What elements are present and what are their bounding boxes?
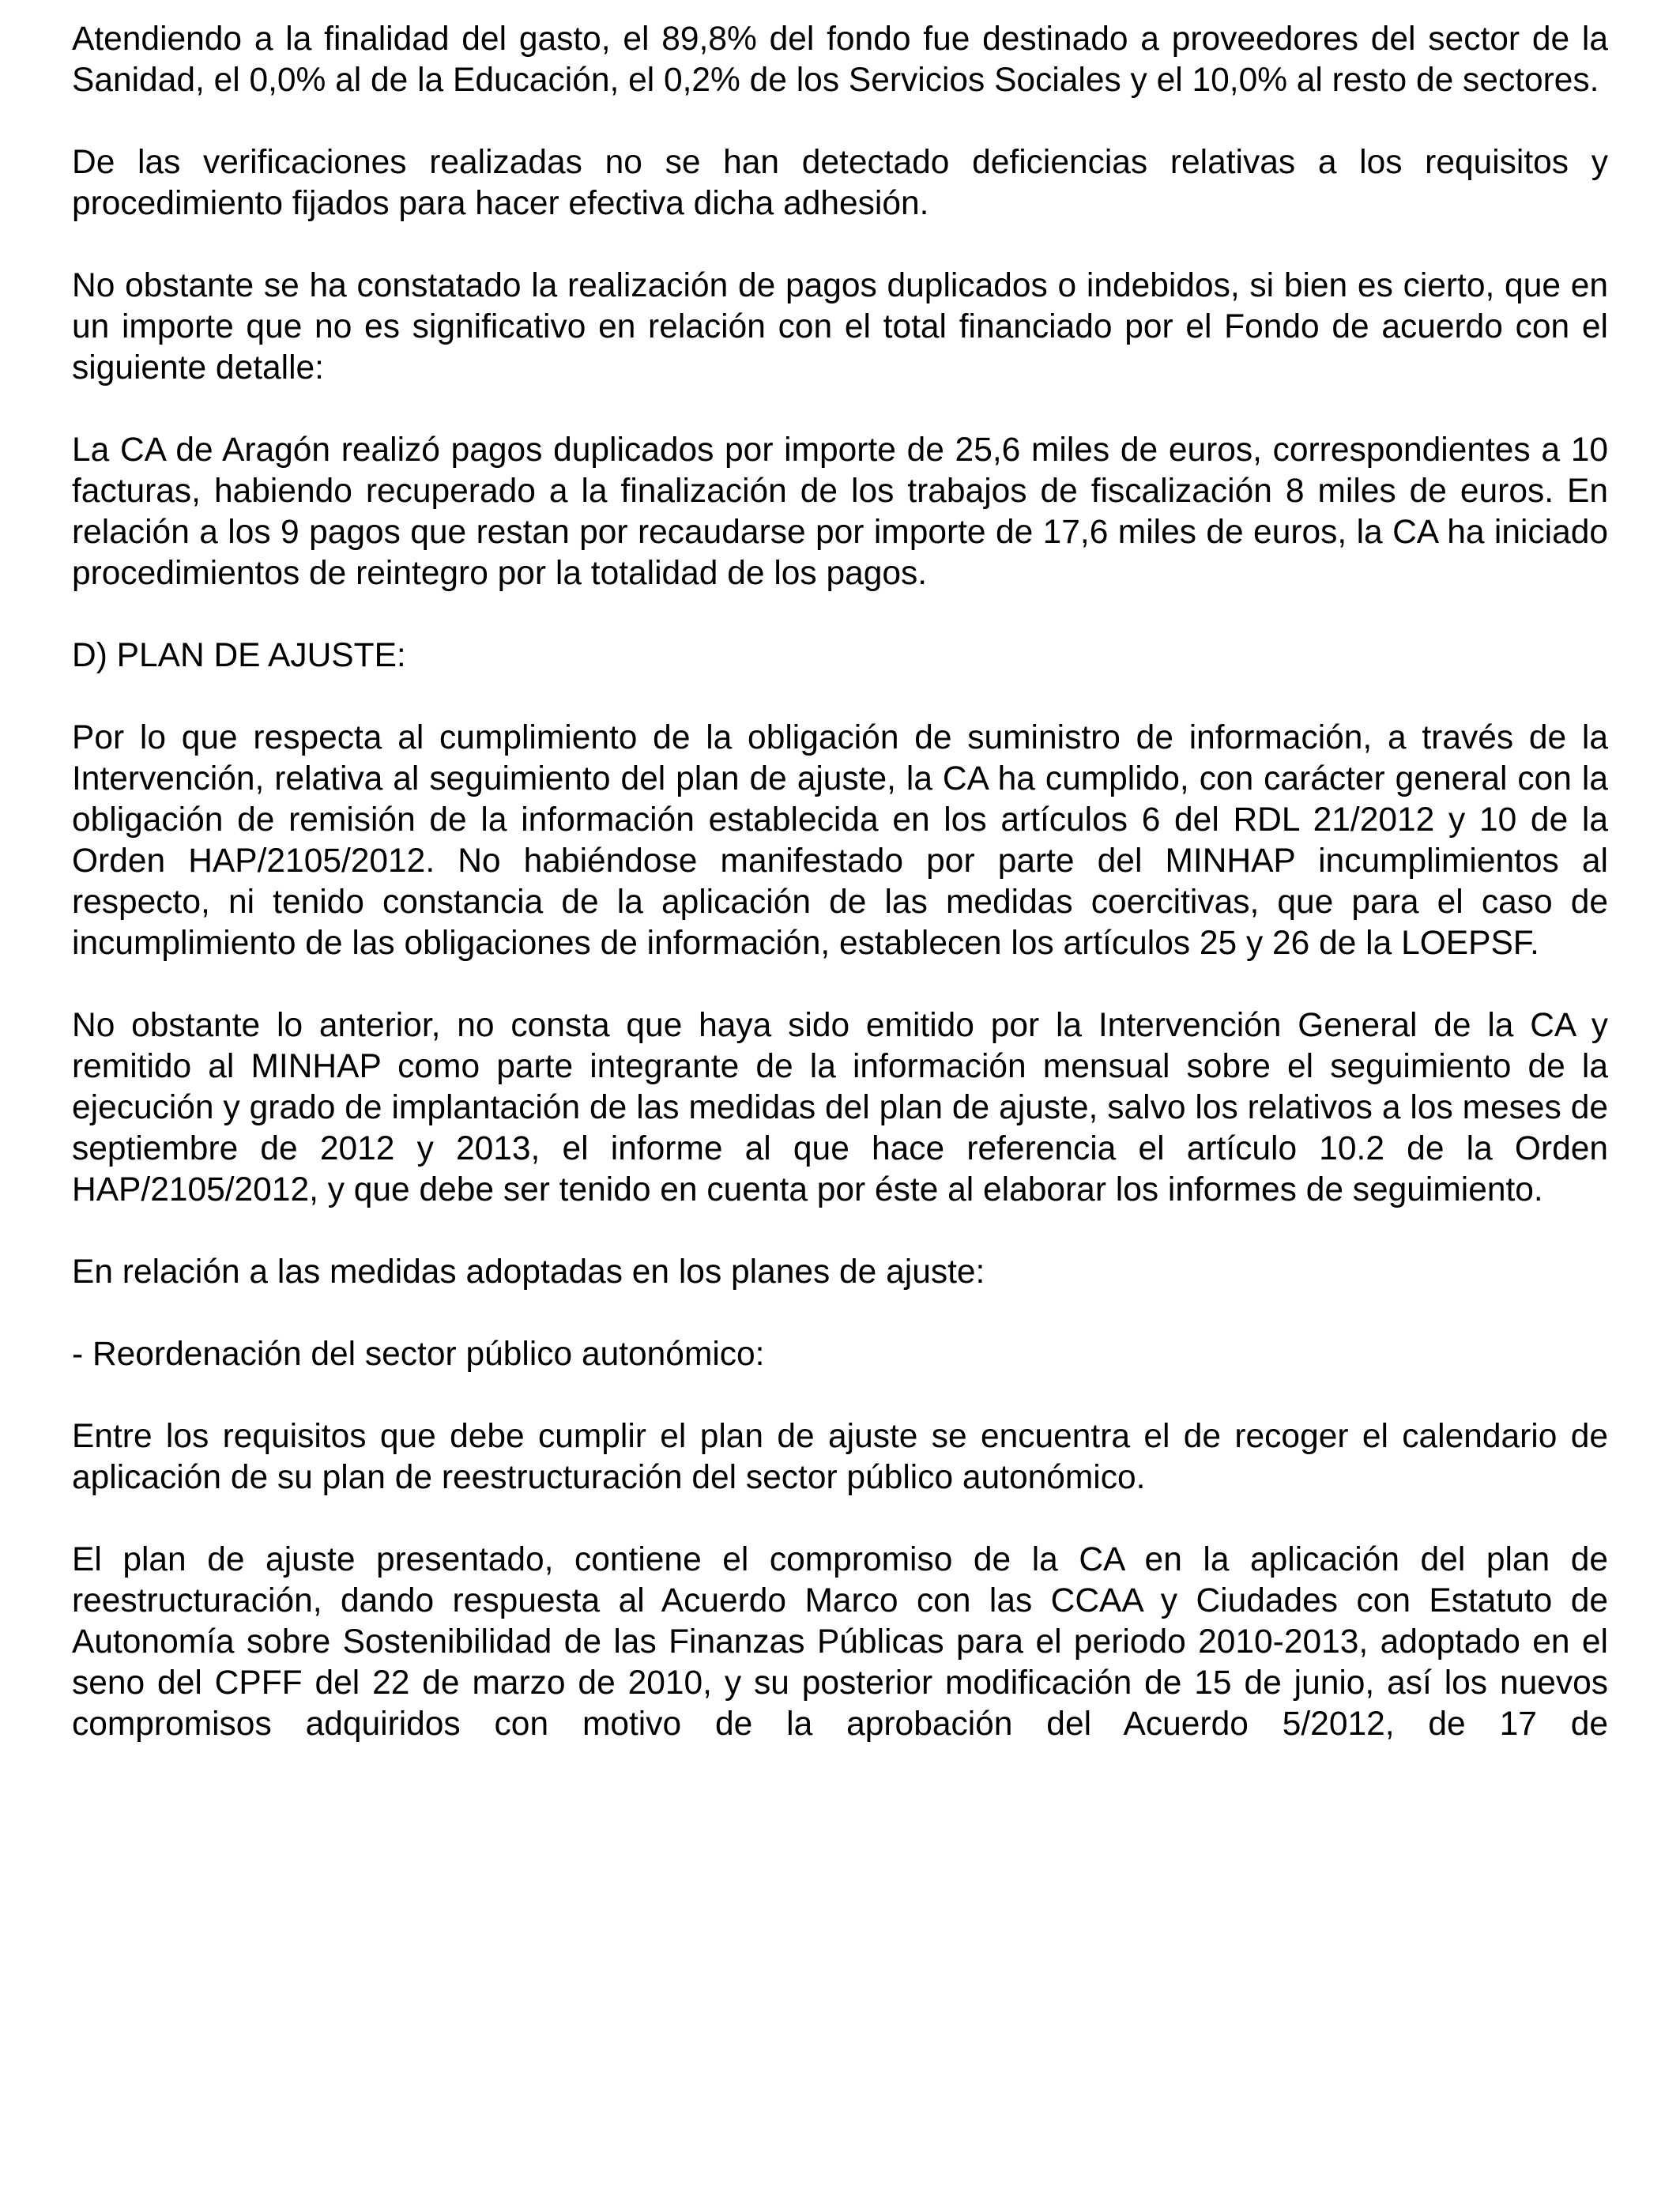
paragraph-no-obstante-anterior: No obstante lo anterior, no consta que haya sido emitido por la Intervención General de la CA y remitido al MINHAP como parte integrante de la información mensual sobre el seguimiento de la ejecución y grado de implantación de las medidas del plan de ajuste, salvo los relativos a los meses de septiembre de 2012 y 2013, el informe al que hace referencia el artículo 10.2 de la Orden HAP/2105/2012, y que debe ser tenido en cuenta por éste al elaborar los informes de seguimiento. (72, 1007, 1608, 1208)
paragraph-ca-aragon: La CA de Aragón realizó pagos duplicados por importe de 25,6 miles de euros, correspondientes a 10 facturas, habiendo recuperado a la finalización de los trabajos de fiscalización 8 miles de euros. En relación a los 9 pagos que restan por recaudarse por importe de 17,6 miles de euros, la CA ha iniciado procedimientos de reintegro por la totalidad de los pagos. (72, 432, 1608, 592)
section-heading-plan-de-ajuste: D) PLAN DE AJUSTE: (72, 637, 406, 674)
paragraph-medidas-adoptadas: En relación a las medidas adoptadas en los planes de ajuste: (72, 1253, 985, 1291)
paragraph-requisitos: Entre los requisitos que debe cumplir el plan de ajuste se encuentra el de recoger el calendario de aplicación de su plan de reestructuración del sector público autonómico. (72, 1418, 1608, 1496)
paragraph-pagos-duplicados: No obstante se ha constatado la realización de pagos duplicados o indebidos, si bien es cierto, que en un importe que no es significativo en relación con el total financiado por el Fondo de acuerdo con el siguiente detalle: (72, 267, 1608, 386)
list-item-reordenacion: - Reordenación del sector público autonómico: (72, 1336, 765, 1373)
paragraph-plan-presentado: El plan de ajuste presentado, contiene el compromiso de la CA en la aplicación del plan de reestructuración, dando respuesta al Acuerdo Marco con las CCAA y Ciudades con Estatuto de Autonomía sobre Sostenibilidad de las Finanzas Públicas para el periodo 2010-2013, adoptado en el seno del CPFF del 22 de marzo de 2010, y su posterior modificación de 15 de junio, así los nuevos compromisos adquiridos con motivo de la aprobación del Acuerdo 5/2012, de 17 de (72, 1541, 1608, 1743)
paragraph-suministro-informacion: Por lo que respecta al cumplimiento de la obligación de suministro de información, a través de la Intervención, relativa al seguimiento del plan de ajuste, la CA ha cumplido, con carácter general con la obligación de remisión de la información establecida en los artículos 6 del RDL 21/2012 y 10 de la Orden HAP/2105/2012. No habiéndose manifestado por parte del MINHAP incumplimientos al respecto, ni tenido constancia de la aplicación de las medidas coercitivas, que para el caso de incumplimiento de las obligaciones de información, establecen los artículos 25 y 26 de la LOEPSF. (72, 719, 1608, 962)
paragraph-finalidad-gasto: Atendiendo a la finalidad del gasto, el 89,8% del fondo fue destinado a proveedores del sector de la Sanidad, el 0,0% al de la Educación, el 0,2% de los Servicios Sociales y el 10,0% al resto de sectores. (72, 21, 1608, 99)
document-page (72, 19, 1608, 1745)
paragraph-verificaciones: De las verificaciones realizadas no se han detectado deficiencias relativas a los requisitos y procedimiento fijados para hacer efectiva dicha adhesión. (72, 144, 1608, 222)
